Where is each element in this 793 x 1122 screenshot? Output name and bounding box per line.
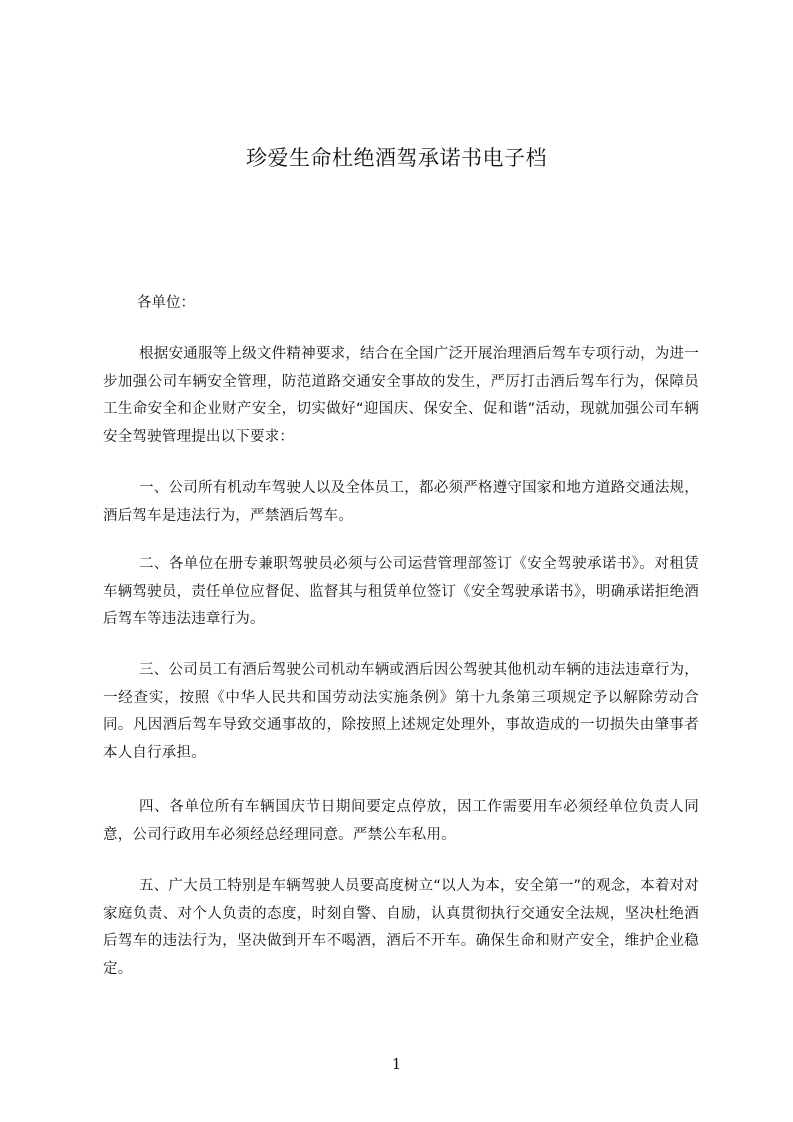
paragraph-item-3: 三、公司员工有酒后驾驶公司机动车辆或酒后因公驾驶其他机动车辆的违法违章行为，一经查实，按照《中华人民共和国劳动法实施条例》第十九条第三项规定予以解除劳动合同。凡因酒后驾车导致交通事故的，除按照上述规定处理外，事故造成的一切损失由肇事者本人自行承担。 [103, 662, 699, 761]
paragraph-intro: 根据安通服等上级文件精神要求，结合在全国广泛开展治理酒后驾车专项行动，为进一步加强公司车辆安全管理，防范道路交通安全事故的发生，严厉打击酒后驾车行为，保障员工生命安全和企业财产安全，切实做好“迎国庆、保安全、促和谐”活动，现就加强公司车辆安全驾驶管理提出以下要求： [103, 346, 699, 445]
paragraph-item-2: 二、各单位在册专兼职驾驶员必须与公司运营管理部签订《安全驾驶承诺书》。对租赁车辆驾驶员，责任单位应督促、监督其与租赁单位签订《安全驾驶承诺书》，明确承诺拒绝酒后驾车等违法违章行为。 [103, 556, 699, 627]
salutation: 各单位： [137, 295, 195, 311]
paragraph-item-1: 一、公司所有机动车驾驶人以及全体员工，都必须严格遵守国家和地方道路交通法规，酒后驾车是违法行为，严禁酒后驾车。 [103, 480, 699, 524]
paragraph-item-5: 五、广大员工特别是车辆驾驶人员要高度树立“以人为本，安全第一”的观念，本着对对家庭负责、对个人负责的态度，时刻自警、自励，认真贯彻执行交通安全法规，坚决杜绝酒后驾车的违法行为，坚决做到开车不喝酒，酒后不开车。确保生命和财产安全，维护企业稳定。 [103, 878, 699, 977]
document-title: 珍爱生命杜绝酒驾承诺书电子档 [246, 146, 547, 170]
paragraph-item-4: 四、各单位所有车辆国庆节日期间要定点停放，因工作需要用车必须经单位负责人同意，公司行政用车必须经总经理同意。严禁公车私用。 [103, 799, 699, 843]
page-number: 1 [391, 1055, 402, 1073]
